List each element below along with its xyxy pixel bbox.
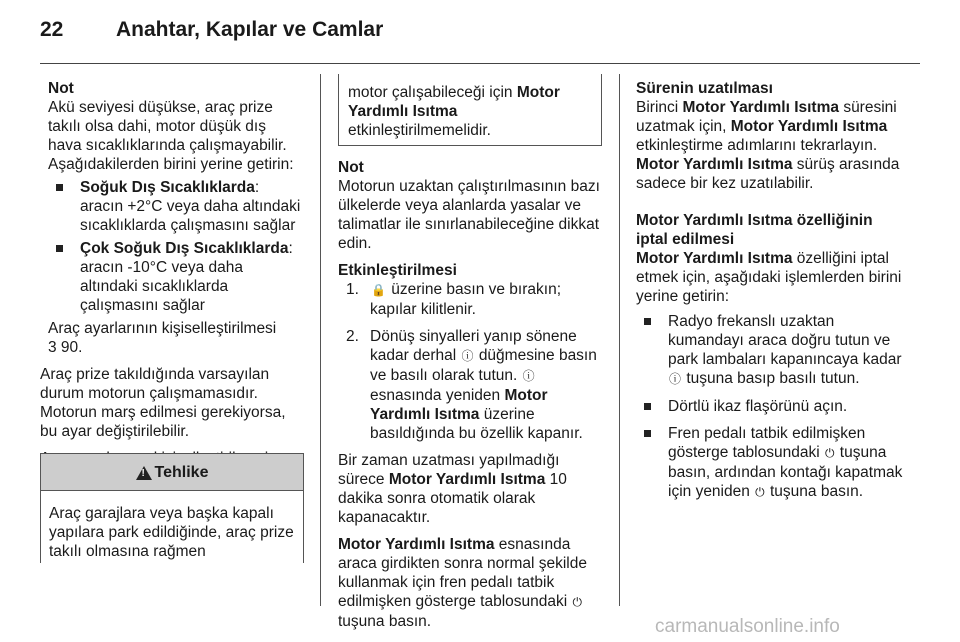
- bullet-square-icon: [56, 245, 63, 252]
- page-title: Anahtar, Kapılar ve Camlar: [116, 18, 384, 41]
- list-item: Fren pedalı tatbik edilmişken gösterge tablosundaki ⏻ tuşuna basın, ardından kontağı kapatmak için yeniden ⏻ tuşuna basın.: [636, 424, 906, 502]
- list-item: 1. 🔒 üzerine basın ve bırakın; kapılar kilitlenir.: [346, 281, 562, 318]
- list-item: Radyo frekanslı uzaktan kumandayı araca doğru tutun ve park lambaları kapanıncaya kadar ⓘ tuşuna basıp basılı tutun.: [636, 312, 906, 389]
- column-3: [636, 79, 906, 506]
- unlock-icon: ⓘ: [522, 369, 535, 383]
- default-state-paragraph: Araç prize takıldığında varsayılan durum motorun çalışmamasıdır. Motorun marş edilmesi gerekiyorsa, bu ayar değiştirilebilir.: [40, 366, 286, 440]
- extend-paragraph: Birinci Motor Yardımlı Isıtma süresini uzatmak için, Motor Yardımlı Isıtma etkinleştirme adımlarını tekrarlayın. Motor Yardımlı Isıtma sürüş arasında sadece bir kez uzatılabilir.: [636, 99, 900, 192]
- lock-icon: 🔒: [371, 283, 386, 297]
- warning-header: [41, 453, 303, 491]
- bullet-square-icon: [644, 403, 651, 410]
- section-title: Sürenin uzatılması: [636, 80, 773, 97]
- note-block: [40, 79, 302, 357]
- warning-box: [40, 453, 304, 563]
- list-item: Dörtlü ikaz flaşörünü açın.: [636, 397, 906, 416]
- unlock-icon: ⓘ: [461, 349, 474, 363]
- list-item: 2. Dönüş sinyalleri yanıp sönene kadar derhal ⓘ düğmesine basın ve basılı olarak tutun. ⓘ esnasında yeniden Motor Yardımlı Isıtma üzerine basıldığında bu özellik kapanır.: [346, 328, 597, 442]
- section-title: Etkinleştirilmesi: [338, 262, 457, 279]
- note-title: Not: [338, 159, 364, 176]
- column-divider: [619, 74, 620, 606]
- section-title: Motor Yardımlı Isıtma özelliğinin iptal edilmesi: [636, 212, 873, 248]
- note-text: Motorun uzaktan çalıştırılmasının bazı ülkelerde veya alanlarda yasalar ve talimatlar ile sınırlanabileceğine dikkat edin.: [338, 178, 600, 252]
- page-number: 22: [40, 18, 64, 41]
- auto-off-paragraph: Bir zaman uzatması yapılmadığı sürece Motor Yardımlı Isıtma 10 dakika sonra otomatik olarak kapanacaktır.: [338, 452, 567, 526]
- page-reference-link[interactable]: 3 90.: [48, 339, 83, 356]
- header-rule: [40, 63, 920, 64]
- warning-title: Tehlike: [154, 463, 209, 481]
- watermark: carmanualsonline.info: [655, 616, 840, 637]
- note-block: [338, 158, 604, 253]
- cancel-paragraph: Motor Yardımlı Isıtma özelliğini iptal etmek için, aşağıdaki işlemlerden birini yerine getirin:: [636, 250, 902, 305]
- warning-triangle-icon: [136, 466, 152, 480]
- bullet-square-icon: [644, 430, 651, 437]
- column-1: [40, 79, 302, 495]
- brake-paragraph: Motor Yardımlı Isıtma esnasında araca girdikten sonra normal şekilde kullanmak için fren pedalı tatbik edilmişken gösterge tablosundaki ⏻ tuşuna basın.: [338, 536, 587, 630]
- note-text: Akü seviyesi düşükse, araç prize takılı olsa dahi, motor düşük dış hava sıcaklıklarında çalışmayabilir. Aşağıdakilerden birini yerine getirin:: [48, 99, 294, 173]
- warning-box-continued: motor çalışabileceği için Motor Yardımlı Isıtma etkinleştirilmemelidir.: [338, 74, 602, 146]
- note-title: Not: [48, 80, 74, 97]
- settings-reference: Araç ayarlarının kişiselleştirilmesi: [48, 320, 277, 337]
- list-item: Soğuk Dış Sıcaklıklarda: aracın +2°C veya daha altındaki sıcaklıklarda çalışmasını sağlar: [48, 178, 302, 235]
- list-item: Çok Soğuk Dış Sıcaklıklarda: aracın -10°C veya daha altındaki sıcaklıklarda çalışmasını sağlar: [48, 239, 302, 315]
- power-icon: ⏻: [572, 595, 583, 609]
- column-2: [338, 158, 604, 639]
- column-divider: [320, 74, 321, 606]
- power-icon: ⏻: [824, 446, 835, 460]
- warning-text: Araç garajlara veya başka kapalı yapılara park edildiğinde, araç prize takılı olmasına rağmen: [49, 505, 294, 560]
- power-icon: ⏻: [755, 485, 765, 499]
- unlock-icon: ⓘ: [669, 372, 682, 386]
- bullet-square-icon: [56, 184, 63, 191]
- bullet-square-icon: [644, 318, 651, 325]
